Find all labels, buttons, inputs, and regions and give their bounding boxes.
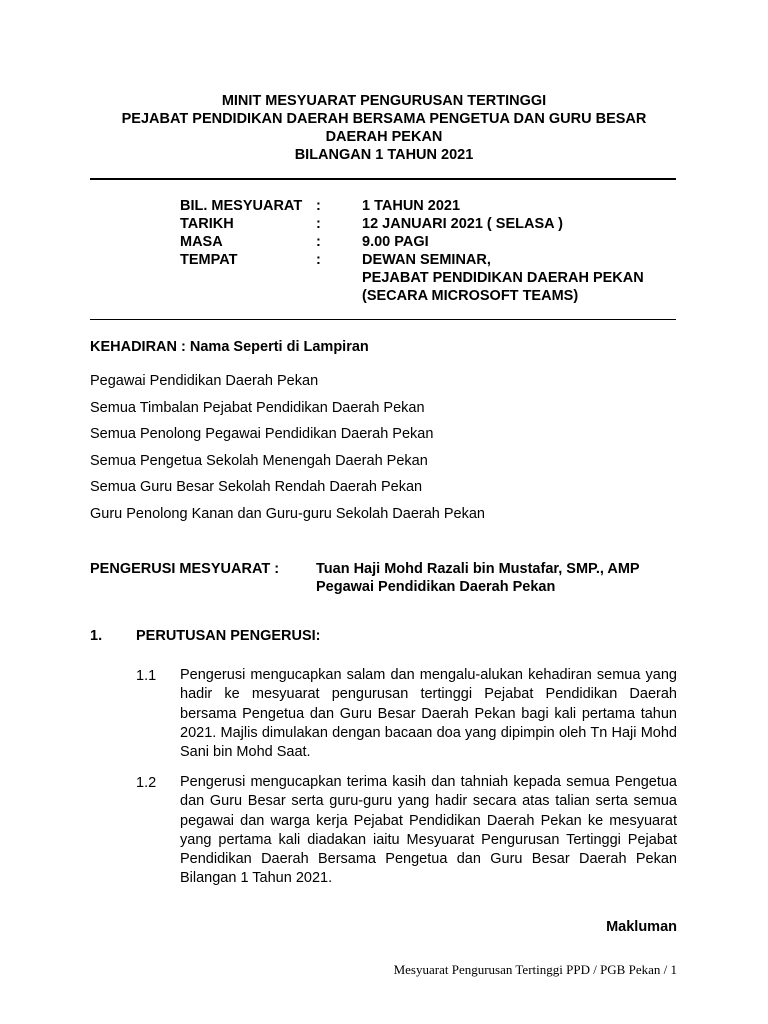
attendee-item: Semua Guru Besar Sekolah Rendah Daerah Pekan	[90, 479, 423, 496]
document-title	[90, 92, 678, 164]
chairperson-position: Pegawai Pendidikan Daerah Pekan	[316, 579, 556, 595]
tarikh-label: TARIKH	[180, 216, 234, 232]
attendee-item: Semua Timbalan Pejabat Pendidikan Daerah Pekan	[90, 399, 425, 416]
title-line-1: MINIT MESYUARAT PENGURUSAN TERTINGGI	[221, 93, 547, 109]
chairperson-label: PENGERUSI MESYUARAT :	[90, 561, 280, 577]
bil-value: 1 TAHUN 2021	[362, 198, 461, 214]
masa-separator: :	[316, 234, 321, 250]
attendee-item: Pegawai Pendidikan Daerah Pekan	[90, 373, 319, 389]
paragraph-text: Pengerusi mengucapkan salam dan mengalu-alukan kehadiran semua yang hadir ke mesyuarat pengurusan tertinggi Pejabat Pendidikan Daerah bersama Pengetua dan Guru Besar Daerah Pekan bagi kali pertama tahun 2021. Majlis dimulakan dengan bacaan doa yang dipimpin oleh Tn Haji Mohd Sani bin Mohd Saat.	[180, 667, 677, 761]
section-title: PERUTUSAN PENGERUSI:	[136, 628, 321, 644]
masa-value: 9.00 PAGI	[362, 234, 429, 250]
attendee-item: Guru Penolong Kanan dan Guru-guru Sekolah Daerah Pekan	[90, 505, 485, 522]
attendee-item: Semua Pengetua Sekolah Menengah Daerah Pekan	[90, 452, 428, 469]
page-footer: Mesyuarat Pengurusan Tertinggi PPD / PGB Pekan / 1	[393, 962, 677, 977]
title-line-2: PEJABAT PENDIDIKAN DAERAH BERSAMA PENGETUA DAN GURU BESAR	[121, 111, 647, 127]
bil-label: BIL. MESYUARAT	[180, 198, 303, 214]
header-divider-thin	[90, 319, 676, 320]
tempat-label: TEMPAT	[180, 252, 238, 268]
masa-label: MASA	[180, 234, 223, 250]
header-divider-thick	[90, 178, 676, 180]
title-line-3: DAERAH PEKAN	[325, 129, 443, 145]
section-number: 1.	[90, 628, 103, 644]
paragraph-number: 1.2	[136, 775, 157, 791]
attendee-item: Semua Penolong Pegawai Pendidikan Daerah Pekan	[90, 426, 434, 443]
paragraph-number: 1.1	[136, 668, 157, 684]
action-note: Makluman	[606, 919, 677, 935]
bil-separator: :	[316, 198, 321, 214]
title-line-4: BILANGAN 1 TAHUN 2021	[294, 147, 474, 163]
tempat-separator: :	[316, 252, 321, 268]
tempat-value-1: DEWAN SEMINAR,	[362, 252, 491, 268]
tarikh-value: 12 JANUARI 2021 ( SELASA )	[362, 216, 563, 232]
chairperson-name: Tuan Haji Mohd Razali bin Mustafar, SMP., AMP	[316, 561, 640, 577]
tempat-value-3: (SECARA MICROSOFT TEAMS)	[362, 288, 579, 304]
attendance-heading: KEHADIRAN : Nama Seperti di Lampiran	[90, 339, 369, 355]
tarikh-separator: :	[316, 216, 321, 232]
tempat-value-2: PEJABAT PENDIDIKAN DAERAH PEKAN	[362, 270, 644, 286]
paragraph-text: Pengerusi mengucapkan terima kasih dan tahniah kepada semua Pengetua dan Guru Besar serta guru-guru yang hadir secara atas talian serta semua pegawai dan warga kerja Pejabat Pendidikan Daerah Pekan ke mesyuarat yang pertama kali diadakan iaitu Mesyuarat Pengurusan Tertinggi Pejabat Pendidikan Daerah Bersama Pengetua dan Guru Besar Daerah Pekan Bilangan 1 Tahun 2021.	[180, 774, 677, 887]
attendance-list	[90, 372, 485, 532]
